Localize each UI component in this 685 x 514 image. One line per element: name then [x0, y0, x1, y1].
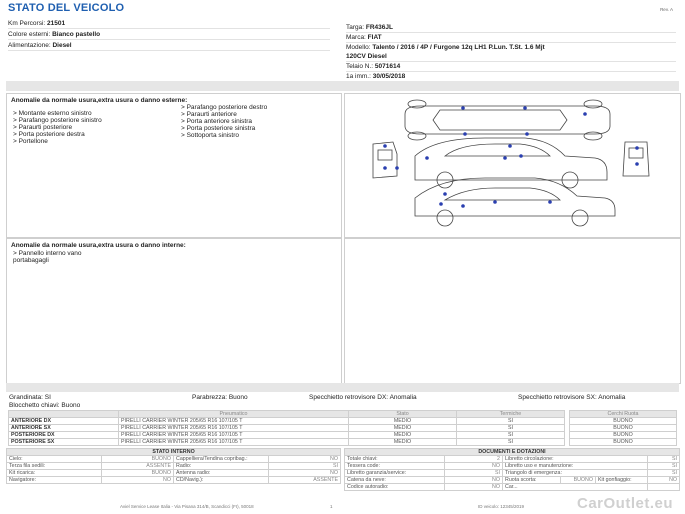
tyre-stato: MEDIO — [349, 432, 457, 439]
exterior-list-2 — [181, 105, 339, 140]
list-item: > Paraurti posteriore — [13, 123, 73, 131]
exterior-list-1 — [13, 111, 178, 146]
section-divider — [6, 81, 679, 91]
marca-row: Marca: FIAT — [346, 33, 676, 43]
table-row — [345, 470, 680, 477]
table-row — [7, 463, 341, 470]
footer-address: Aviel Service Lease Italia - Via Pisana 314/B, Scandicci (FI), 50018 — [120, 504, 254, 509]
kv-label: Libretto uso e manutenzione: — [503, 463, 648, 470]
tyre-position: POSTERIORE SX — [9, 439, 119, 446]
tyre-stato: MEDIO — [349, 425, 457, 432]
specchietto-sx-text: Specchietto retrovisore SX: Anomalia — [518, 394, 626, 401]
tyre-model: PIRELLI CARRIER WINTER 205/65 R16 107/105 T — [119, 425, 349, 432]
kv-label: Libretto circolazione: — [503, 456, 648, 463]
list-item: > Parafango posteriore sinistro — [13, 116, 102, 124]
tyre-termiche: SI — [457, 425, 565, 432]
table-row — [7, 477, 341, 484]
car-damage-diagram — [345, 94, 680, 237]
blocchetto-text: Blocchetto chiavi: Buono — [9, 402, 81, 409]
modello-row-cont: 120CV Diesel — [346, 52, 676, 62]
table-row — [7, 470, 341, 477]
documenti-table — [344, 448, 680, 491]
table-row — [345, 463, 680, 470]
table-row — [9, 418, 565, 425]
documenti-title: DOCUMENTI E DOTAZIONI — [345, 449, 680, 456]
kv-value: SI — [269, 463, 341, 470]
tyre-stato: MEDIO — [349, 418, 457, 425]
table-header: Stato — [349, 411, 457, 418]
tyre-model: PIRELLI CARRIER WINTER 205/65 R16 107/105 T — [119, 432, 349, 439]
cerchio-value: BUONO — [570, 439, 677, 446]
table-header: Pneumatico — [119, 411, 349, 418]
kv-label: Triangolo di emergenza: — [503, 470, 648, 477]
cerchio-value: BUONO — [570, 425, 677, 432]
modello-row: Modello: Talento / 2016 / 4P / Furgone 12q LH1 P.Lun. T.St. 1.6 Mjt — [346, 44, 545, 51]
grandinata-text: Grandinata: SI — [9, 394, 51, 401]
list-item: > Porta posteriore sinistra — [181, 124, 256, 132]
table-row — [9, 425, 565, 432]
kv-value: SI — [648, 470, 680, 477]
tyre-position: ANTERIORE SX — [9, 425, 119, 432]
kv-label: Catena da neve: — [345, 477, 445, 484]
exterior-anomalies-panel — [6, 93, 342, 238]
stato-interno-title: STATO INTERNO — [7, 449, 341, 456]
list-item: > Sottoporta sinistro — [181, 131, 239, 139]
table-header: Cerchi Ruota — [570, 411, 677, 418]
table-row — [9, 432, 565, 439]
table-header-row — [9, 411, 565, 418]
footer-right: ID veicolo: 12345/2019 — [478, 504, 525, 509]
revision-label: Rev. A — [660, 7, 673, 12]
table-row — [345, 456, 680, 463]
tyre-termiche: SI — [457, 418, 565, 425]
car-diagram-panel — [344, 93, 681, 238]
page-title: STATO DEL VEICOLO — [8, 2, 125, 14]
kv-value: NO — [445, 484, 503, 491]
tyre-position: POSTERIORE DX — [9, 432, 119, 439]
kv-value: BUONO — [561, 477, 596, 484]
kv-value: ASSENTE — [269, 477, 341, 484]
kv-value: SI — [445, 470, 503, 477]
kv-label: Cappelliera/Tendina copribag.: — [174, 456, 269, 463]
table-row — [9, 439, 565, 446]
list-item: > Montante esterno sinistro — [13, 110, 92, 117]
kv-value: SI — [648, 456, 680, 463]
kv-label: Ruota scorta: — [503, 477, 561, 484]
section-divider — [6, 383, 679, 392]
list-item: > Paraurti anteriore — [181, 110, 237, 118]
kv-label: CD/Navig.): — [174, 477, 269, 484]
immatricolazione-row: 1a imm.: 30/05/2018 — [346, 72, 676, 82]
kv-label: Terza fila sedili: — [7, 463, 102, 470]
kv-label: Navigatore: — [7, 477, 102, 484]
table-row — [7, 456, 341, 463]
table-header: Termiche — [457, 411, 565, 418]
cerchio-value: BUONO — [570, 418, 677, 425]
table-row — [345, 477, 680, 484]
parabrezza-text: Parabrezza: Buono — [192, 394, 248, 401]
interior-list — [13, 251, 213, 265]
cerchi-table — [569, 410, 677, 446]
kv-label: Codice autoradio: — [345, 484, 445, 491]
stato-interno-table — [6, 448, 341, 484]
interior-title: Anomalie da normale usura,extra usura o danno interne: — [11, 242, 186, 249]
watermark-logo: CarOutlet.eu — [576, 495, 673, 512]
list-item: > Porta posteriore destra — [13, 130, 85, 138]
km-row: Km Percorsi: 21501 — [8, 19, 330, 29]
kv-label: Cielo: — [7, 456, 102, 463]
telaio-row: Telaio N.: 5071614 — [346, 62, 676, 72]
kv-label: Totale chiavi: — [345, 456, 445, 463]
tyres-table — [8, 410, 565, 446]
colore-row: Colore esterni: Bianco pastello — [8, 30, 330, 40]
list-item: > Porta anteriore sinistra — [181, 117, 252, 125]
kv-value: 2 — [445, 456, 503, 463]
kv-label: Tessera code: — [345, 463, 445, 470]
interior-empty-panel — [344, 238, 681, 384]
list-item: > Parafango posteriore destro — [181, 104, 268, 111]
tyre-termiche: SI — [457, 439, 565, 446]
tyre-position: ANTERIORE DX — [9, 418, 119, 425]
tyre-termiche: SI — [457, 432, 565, 439]
tyre-model: PIRELLI CARRIER WINTER 205/65 R16 107/105 T — [119, 418, 349, 425]
kv-label: Kit gonfiaggio: — [596, 477, 648, 484]
kv-value: BUONO — [102, 470, 174, 477]
footer-page: 1 — [330, 504, 333, 509]
kv-label: Car... — [503, 484, 648, 491]
tyre-stato: MEDIO — [349, 439, 457, 446]
kv-value: ASSENTE — [102, 463, 174, 470]
kv-value — [648, 484, 680, 491]
exterior-title: Anomalie da normale usura,extra usura o danno esterne: — [11, 97, 188, 104]
interior-anomalies-panel — [6, 238, 342, 384]
tyre-model: PIRELLI CARRIER WINTER 205/65 R16 107/105 T — [119, 439, 349, 446]
kv-value: NO — [648, 477, 680, 484]
alimentazione-row: Alimentazione: Diesel — [8, 41, 330, 51]
cerchio-value: BUONO — [570, 432, 677, 439]
specchietto-dx-text: Specchietto retrovisore DX: Anomalia — [309, 394, 417, 401]
kv-value: NO — [102, 477, 174, 484]
kv-value: NO — [445, 477, 503, 484]
kv-label: Libretto garanzia/service: — [345, 470, 445, 477]
kv-value: NO — [269, 470, 341, 477]
kv-label: Kit ricarica: — [7, 470, 102, 477]
targa-row: Targa: FR436JL — [346, 23, 676, 33]
kv-value: BUONO — [102, 456, 174, 463]
kv-label: Antenna radio: — [174, 470, 269, 477]
table-row — [345, 484, 680, 491]
table-header — [9, 411, 119, 418]
list-item: portabagagli — [13, 256, 49, 264]
list-item: > Pannello interno vano — [13, 250, 82, 257]
kv-label: Radio: — [174, 463, 269, 470]
list-item: > Portellone — [13, 137, 48, 145]
kv-value: SI — [648, 463, 680, 470]
kv-value: NO — [269, 456, 341, 463]
kv-value: NO — [445, 463, 503, 470]
